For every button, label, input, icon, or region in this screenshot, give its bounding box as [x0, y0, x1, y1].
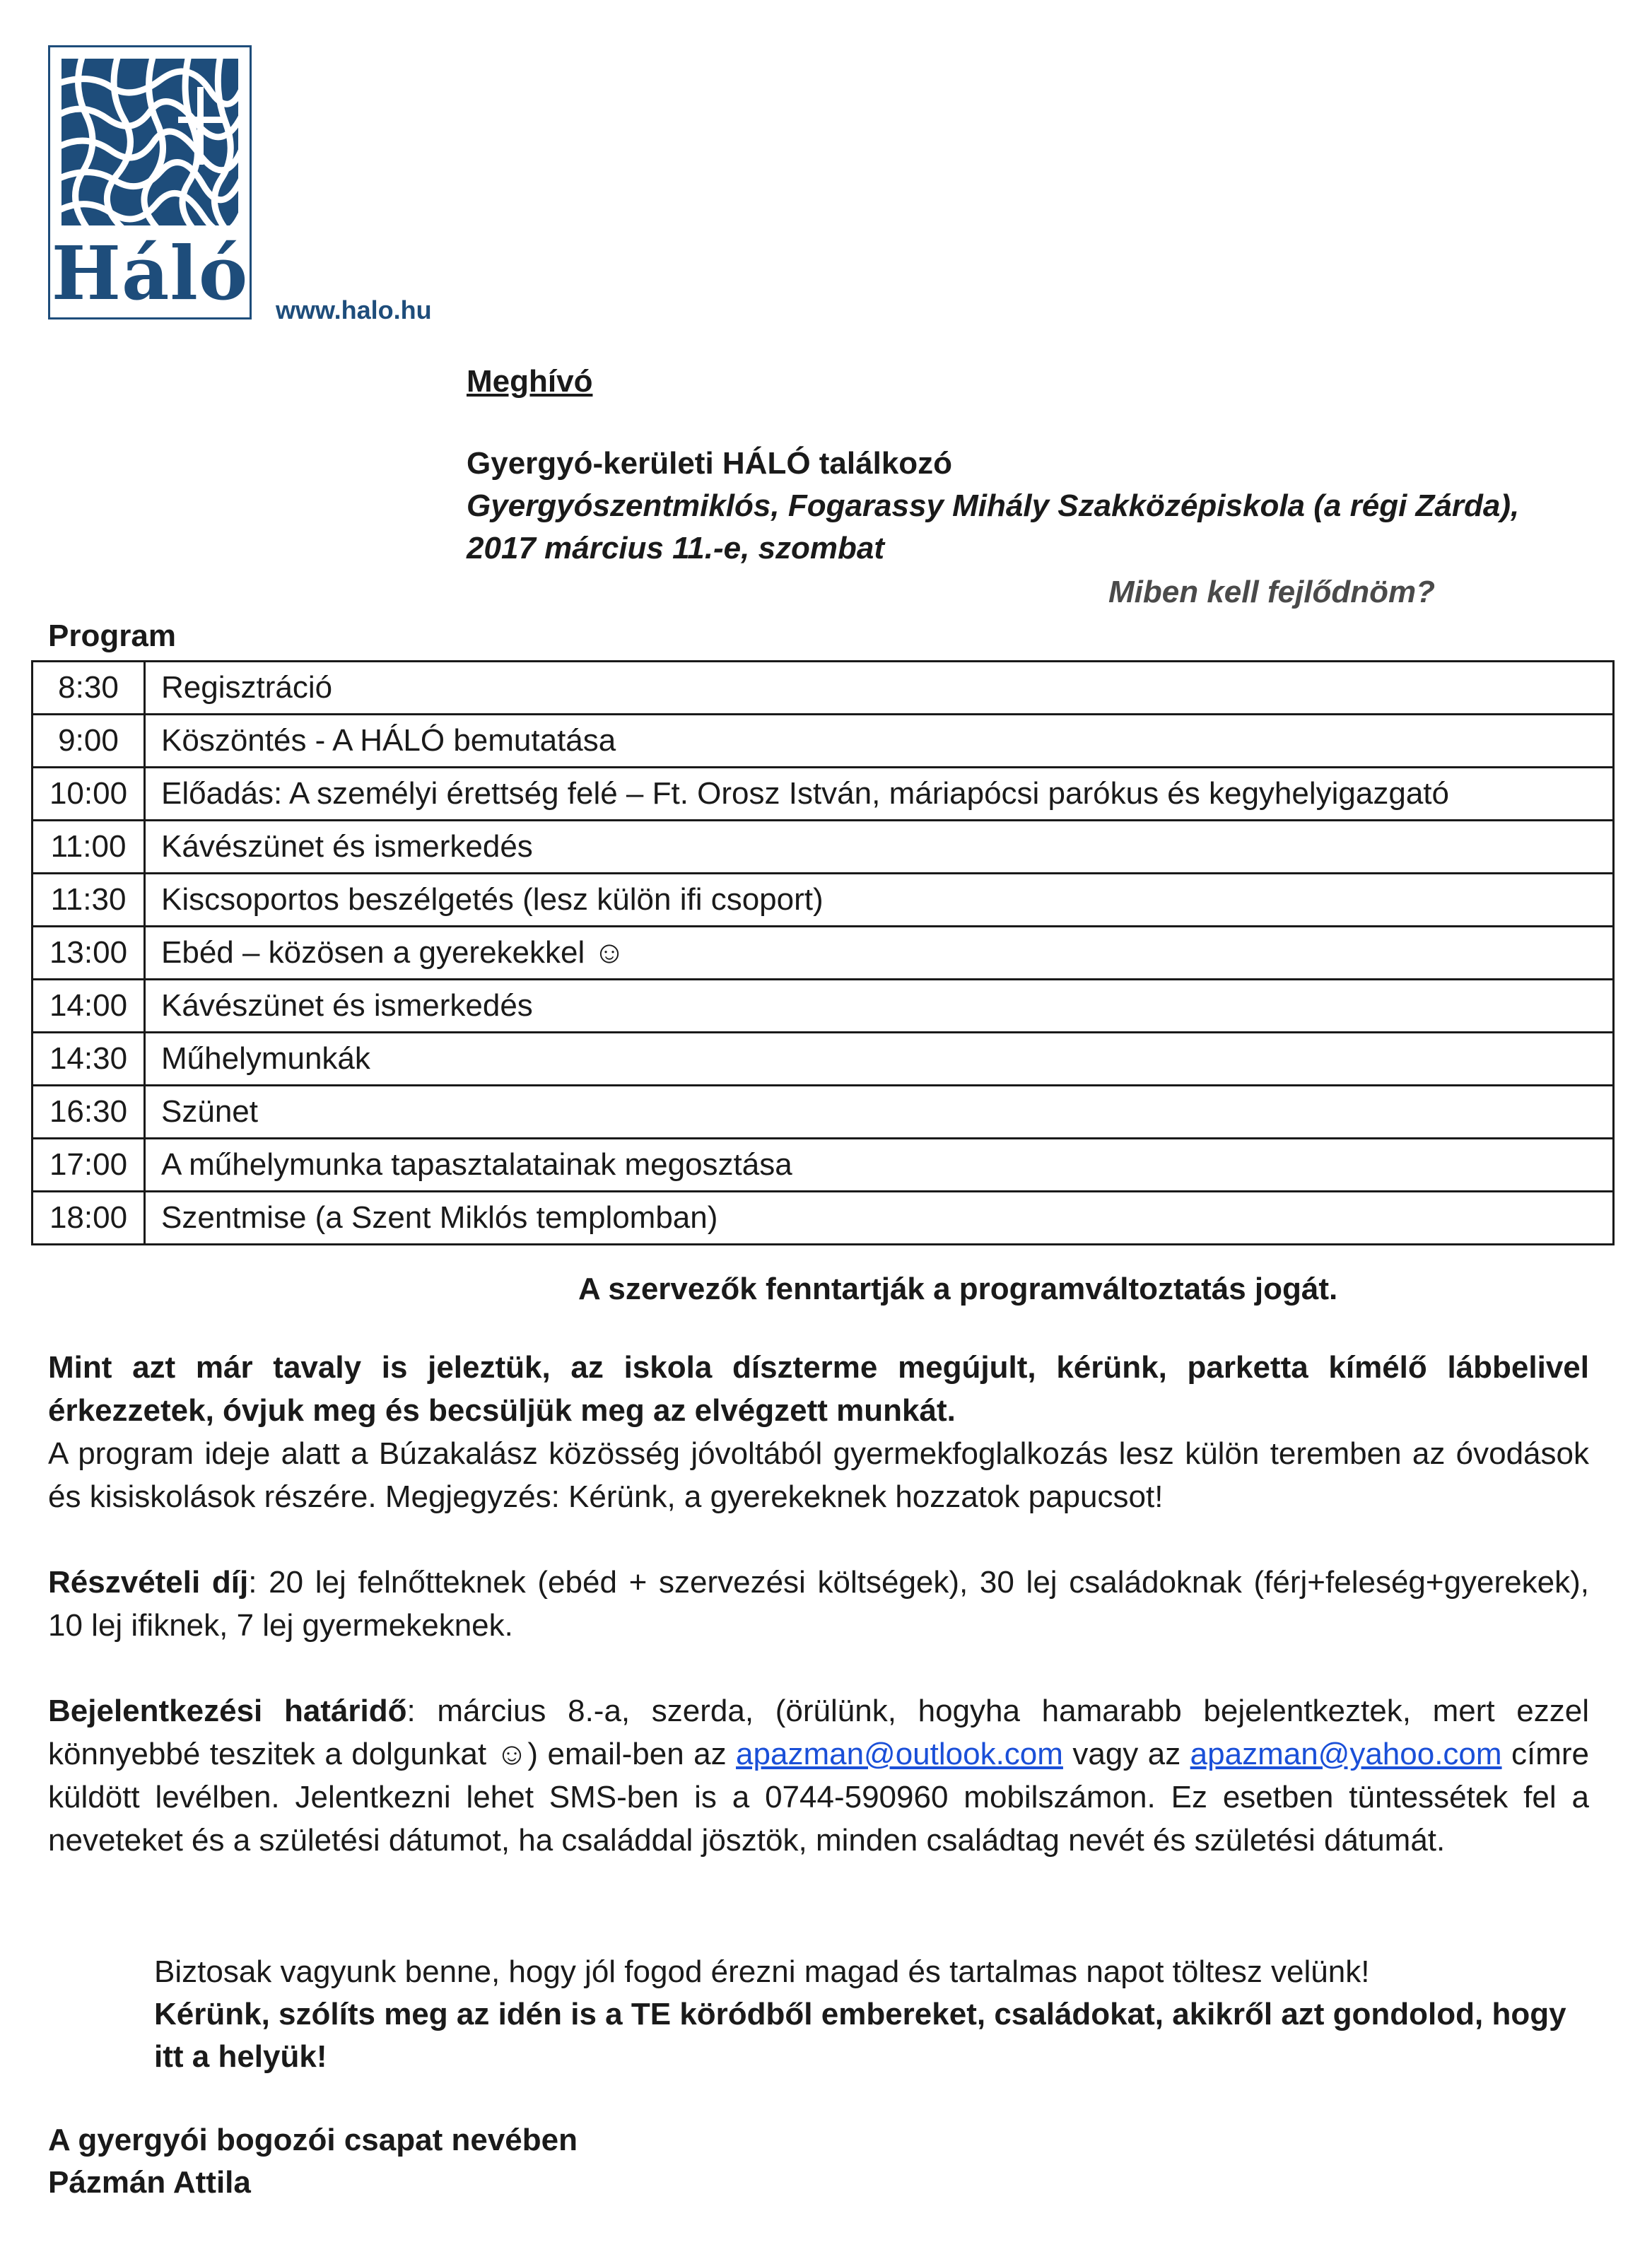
event-motto: Miben kell fejlődnöm?	[1108, 575, 1436, 609]
closing-line-1: Biztosak vagyunk benne, hogy jól fogod érezni magad és tartalmas napot töltesz velünk!	[154, 1954, 1370, 1989]
time-cell: 14:00	[33, 980, 145, 1033]
item-cell: Kiscsoportos beszélgetés (lesz külön ifi csoport)	[145, 874, 1614, 927]
item-cell: Kávészünet és ismerkedés	[145, 980, 1614, 1033]
table-row	[33, 927, 1614, 980]
closing-line-2: Kérünk, szólíts meg az idén is a TE köródből embereket, családokat, akikről azt gondolod, hogy	[154, 1997, 1566, 2031]
closing-line-3: itt a helyük!	[154, 2039, 327, 2074]
invitation-title: Meghívó	[467, 364, 593, 399]
fee-text: : 20 lej felnőtteknek (ebéd + szervezési költségek), 30 lej családoknak (férj+feleség+gyerekek), 10 lej ifiknek, 7 lej gyermekeknek.	[48, 1565, 1589, 1643]
net-pattern-icon	[61, 59, 238, 225]
program-heading: Program	[48, 618, 176, 653]
notice-bold: Mint azt már tavaly is jeleztük, az iskola díszterme megújult, kérünk, parketta kímélő lábbelivel érkezzetek, óvjuk meg és becsüljük meg az elvégzett munkát.	[48, 1350, 1589, 1428]
time-cell: 8:30	[33, 662, 145, 715]
registration-text-3: címre küldött levélben. Jelentkezni lehet SMS-ben is a 0744-590960 mobilszámon. Ez esetben tüntessétek fel a neveteket és a születési dátumot, ha családdal jösztök, minden családtag nevét és születési dátumát.	[48, 1737, 1589, 1858]
registration-text-2: vagy az	[1062, 1737, 1190, 1771]
time-cell: 18:00	[33, 1192, 145, 1245]
notice-text: A program ideje alatt a Búzakalász közösség jóvoltából gyermekfoglalkozás lesz külön teremben az óvodások és kisiskolások részére. Megjegyzés: Kérünk, a gyerekeknek hozzatok papucsot!	[48, 1436, 1589, 1514]
item-cell: Regisztráció	[145, 662, 1614, 715]
fee-label: Részvételi díj	[48, 1565, 249, 1600]
item-cell: Ebéd – közösen a gyerekekkel ☺	[145, 927, 1614, 980]
registration-label: Bejelentkezési határidő	[48, 1694, 407, 1728]
table-row	[33, 1139, 1614, 1192]
time-cell: 10:00	[33, 768, 145, 821]
table-row	[33, 715, 1614, 768]
website-url[interactable]: www.halo.hu	[276, 295, 432, 324]
program-note: A szervezők fenntartják a programváltoztatás jogát.	[578, 1272, 1338, 1306]
time-cell: 14:30	[33, 1033, 145, 1086]
program-table	[31, 660, 1615, 1245]
item-cell: Köszöntés - A HÁLÓ bemutatása	[145, 715, 1614, 768]
email-link-yahoo[interactable]: apazman@yahoo.com	[1190, 1737, 1502, 1771]
registration-text-1: : március 8.-a, szerda, (örülünk, hogyha hamarabb bejelentkeztek, mert ezzel könnyebbé teszitek a dolgunkat ☺) email-ben az	[48, 1694, 1589, 1771]
item-cell: Szentmise (a Szent Miklós templomban)	[145, 1192, 1614, 1245]
time-cell: 11:30	[33, 874, 145, 927]
signature-line: A gyergyói bogozói csapat nevében	[48, 2123, 578, 2157]
table-row	[33, 1086, 1614, 1139]
table-row	[33, 662, 1614, 715]
table-row	[33, 874, 1614, 927]
item-cell: A műhelymunka tapasztalatainak megosztása	[145, 1139, 1614, 1192]
halo-logo	[48, 45, 252, 319]
time-cell: 11:00	[33, 821, 145, 874]
time-cell: 16:30	[33, 1086, 145, 1139]
signature-name: Pázmán Attila	[48, 2165, 251, 2200]
notice-block	[48, 1346, 1589, 1518]
item-cell: Kávészünet és ismerkedés	[145, 821, 1614, 874]
email-link-outlook[interactable]: apazman@outlook.com	[736, 1737, 1063, 1771]
table-row	[33, 1192, 1614, 1245]
registration-block	[48, 1689, 1589, 1862]
time-cell: 17:00	[33, 1139, 145, 1192]
table-row	[33, 821, 1614, 874]
table-row	[33, 1033, 1614, 1086]
table-row	[33, 980, 1614, 1033]
table-row	[33, 768, 1614, 821]
fee-block	[48, 1561, 1589, 1647]
event-name: Gyergyó-kerületi HÁLÓ találkozó	[467, 446, 953, 481]
event-date: 2017 március 11.-e, szombat	[467, 531, 885, 565]
time-cell: 9:00	[33, 715, 145, 768]
item-cell: Előadás: A személyi érettség felé – Ft. Orosz István, máriapócsi parókus és kegyhelyigazgató	[145, 768, 1614, 821]
time-cell: 13:00	[33, 927, 145, 980]
event-location: Gyergyószentmiklós, Fogarassy Mihály Szakközépiskola (a régi Zárda),	[467, 488, 1520, 523]
item-cell: Szünet	[145, 1086, 1614, 1139]
logo-wordmark: Háló	[51, 230, 249, 317]
item-cell: Műhelymunkák	[145, 1033, 1614, 1086]
